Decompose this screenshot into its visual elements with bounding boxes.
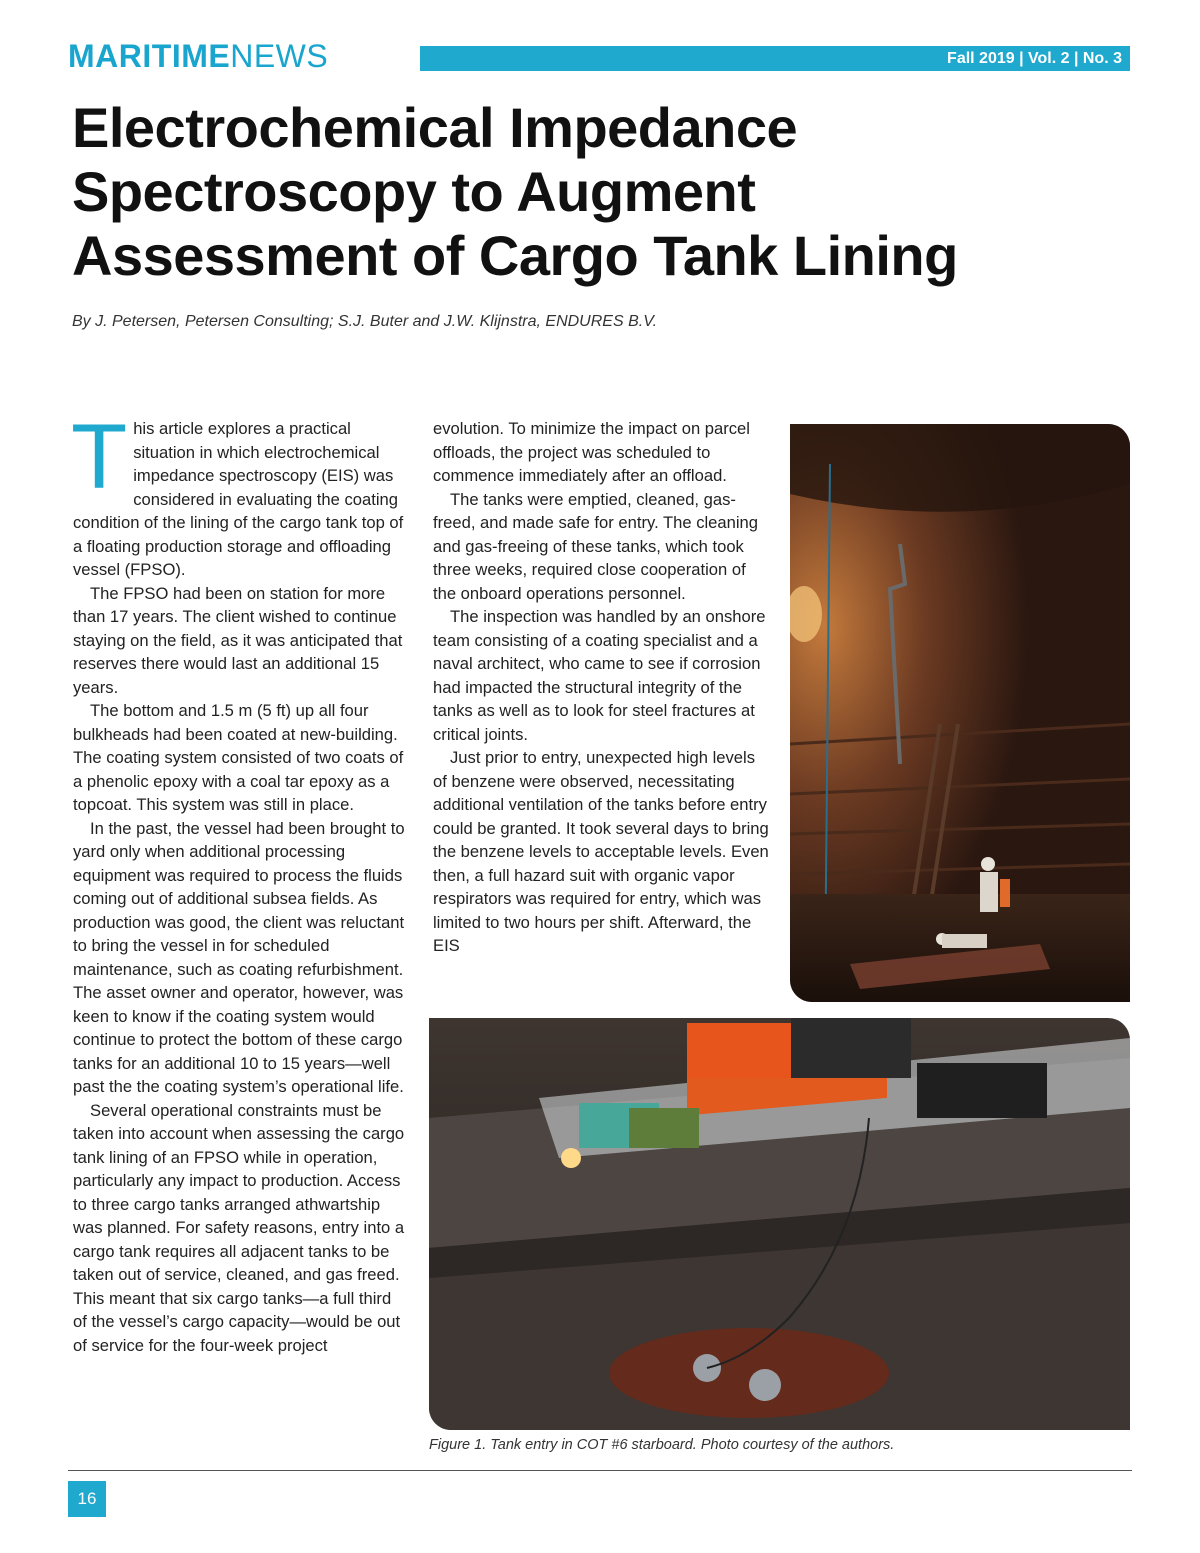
footer-rule — [68, 1470, 1132, 1471]
paragraph-7: The tanks were emptied, cleaned, gas-freed, and made safe for entry. The cleaning and gas-freeing of these tanks, which took three weeks, required close cooperation of the onboard operations personnel. — [433, 489, 759, 603]
logo-maritime: MARITIME — [68, 38, 231, 74]
paragraph-5: Several operational constraints must be taken into account when assessing the cargo tank lining of an FPSO while in operation, particularly any impact to production. Access to three cargo tanks arranged athwartship was planned. For safety reasons, entry into a cargo tank requires all adjacent tanks to be taken out of service, cleaned, and gas freed. This meant that six cargo tanks—a full third of the vessel’s cargo capacity—would be out of service for the four-week project — [73, 1100, 405, 1355]
paragraph-9: Just prior to entry, unexpected high levels of benzene were observed, necessitating additional ventilation of the tanks before entry could be granted. It took several days to bring the benzene levels to acceptable levels. Even then, a full hazard suit with organic vapor respirators was required for entry, which was limited to two hours per shift. Afterward, the EIS — [433, 748, 769, 955]
article-title: Electrochemical Impedance Spectroscopy to Augment Assessment of Cargo Tank Lining — [72, 96, 958, 287]
header-bar — [420, 46, 1130, 71]
body-column-1 — [71, 406, 409, 1357]
paragraph-1: This article explores a practical situation in which electrochemical impedance spectroscopy (EIS) was considered in evaluating the coating condition of the lining of the cargo tank top of a floating production storage and offloading vessel (FPSO). — [71, 406, 404, 579]
page-number: 16 — [68, 1481, 106, 1517]
paragraph-2: The FPSO had been on station for more than 17 years. The client wished to continue staying on the field, as it was anticipated that reserves there would last an additional 15 years. — [73, 583, 403, 697]
tank-interior-photo — [790, 424, 1130, 1002]
eis-equipment-photo — [429, 1018, 1130, 1430]
paragraph-6: evolution. To minimize the impact on parcel offloads, the project was scheduled to commence immediately after an offload. — [433, 419, 750, 485]
issue-info: Fall 2019 | Vol. 2 | No. 3 — [947, 50, 1122, 67]
body-column-2 — [433, 417, 769, 958]
article-byline: By J. Petersen, Petersen Consulting; S.J. Buter and J.W. Klijnstra, ENDURES B.V. — [72, 313, 658, 330]
masthead — [68, 38, 1130, 74]
paragraph-3: The bottom and 1.5 m (5 ft) up all four bulkheads had been coated at new-building. The coating system consisted of two coats of a phenolic epoxy with a coal tar epoxy as a topcoat. This system was still in place. — [73, 701, 404, 814]
paragraph-8: The inspection was handled by an onshore team consisting of a coating specialist and a naval architect, who came to see if corrosion had impacted the structural integrity of the tanks as well as to look for steel fractures at critical joints. — [433, 607, 766, 744]
drop-cap: T — [71, 406, 128, 508]
publication-logo — [68, 40, 328, 72]
logo-news: NEWS — [230, 38, 329, 74]
figure-caption: Figure 1. Tank entry in COT #6 starboard. Photo courtesy of the authors. — [429, 1437, 895, 1453]
paragraph-4: In the past, the vessel had been brought to yard only when additional processing equipment was required to process the fluids coming out of additional subsea fields. As production was good, the client was reluctant to bring the vessel in for scheduled maintenance, such as coating refurbishment. The asset owner and operator, however, was keen to know if the coating system would continue to protect the bottom of these cargo tanks for an additional 10 to 15 years—well past the the coating system’s operational life. — [73, 818, 405, 1096]
